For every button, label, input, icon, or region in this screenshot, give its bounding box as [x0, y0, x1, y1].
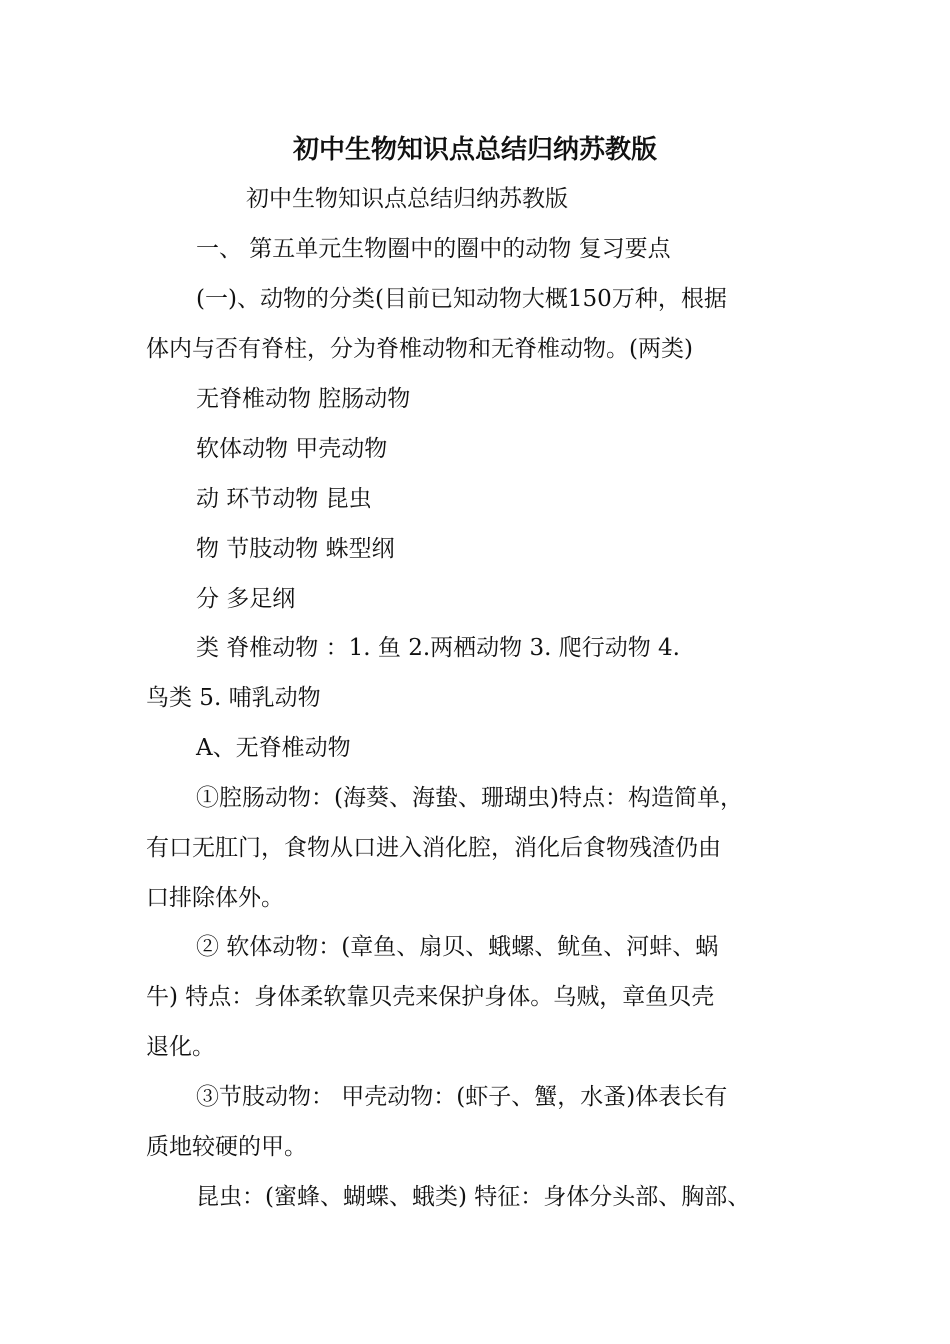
- section-heading: 一、 第五单元生物圈中的圈中的动物 复习要点: [196, 236, 671, 262]
- classification-line: 无脊椎动物 腔肠动物: [196, 386, 411, 412]
- paragraph-line: 体内与否有脊柱，分为脊椎动物和无脊椎动物。(两类): [146, 336, 693, 362]
- paragraph-line: ①腔肠动物：(海葵、海蛰、珊瑚虫)特点：构造简单，: [196, 785, 743, 811]
- classification-line: 动 环节动物 昆虫: [196, 486, 372, 512]
- classification-line: 分 多足纲: [196, 586, 296, 612]
- paragraph-line: (一)、动物的分类(目前已知动物大概150万种，根据: [196, 286, 727, 312]
- classification-line: 物 节肢动物 蛛型纲: [196, 536, 395, 562]
- classification-line: 软体动物 甲壳动物: [196, 436, 388, 462]
- paragraph-line: ② 软体动物：(章鱼、扇贝、蛾螺、鱿鱼、河蚌、蜗: [196, 934, 719, 960]
- paragraph-line: 鸟类 5. 哺乳动物: [146, 685, 321, 711]
- classification-line: 类 脊椎动物 ：1. 鱼 2.两栖动物 3. 爬行动物 4.: [196, 635, 680, 661]
- paragraph-line: 有口无肛门，食物从口进入消化腔，消化后食物残渣仍由: [146, 835, 721, 861]
- paragraph-line: 牛) 特点：身体柔软靠贝壳来保护身体。乌贼，章鱼贝壳: [146, 984, 715, 1010]
- subsection-heading: A、无脊椎动物: [196, 735, 351, 761]
- subtitle-line: 初中生物知识点总结归纳苏教版: [246, 186, 568, 212]
- document-title: 初中生物知识点总结归纳苏教版: [292, 135, 657, 165]
- paragraph-line: 退化。: [146, 1034, 215, 1060]
- paragraph-line: 质地较硬的甲。: [146, 1134, 307, 1160]
- paragraph-line: ③节肢动物： 甲壳动物：(虾子、蟹，水蚤)体表长有: [196, 1084, 728, 1110]
- paragraph-line: 口排除体外。: [146, 885, 284, 911]
- paragraph-line: 昆虫：(蜜蜂、蝴蝶、蛾类) 特征：身体分头部、胸部、: [196, 1184, 751, 1210]
